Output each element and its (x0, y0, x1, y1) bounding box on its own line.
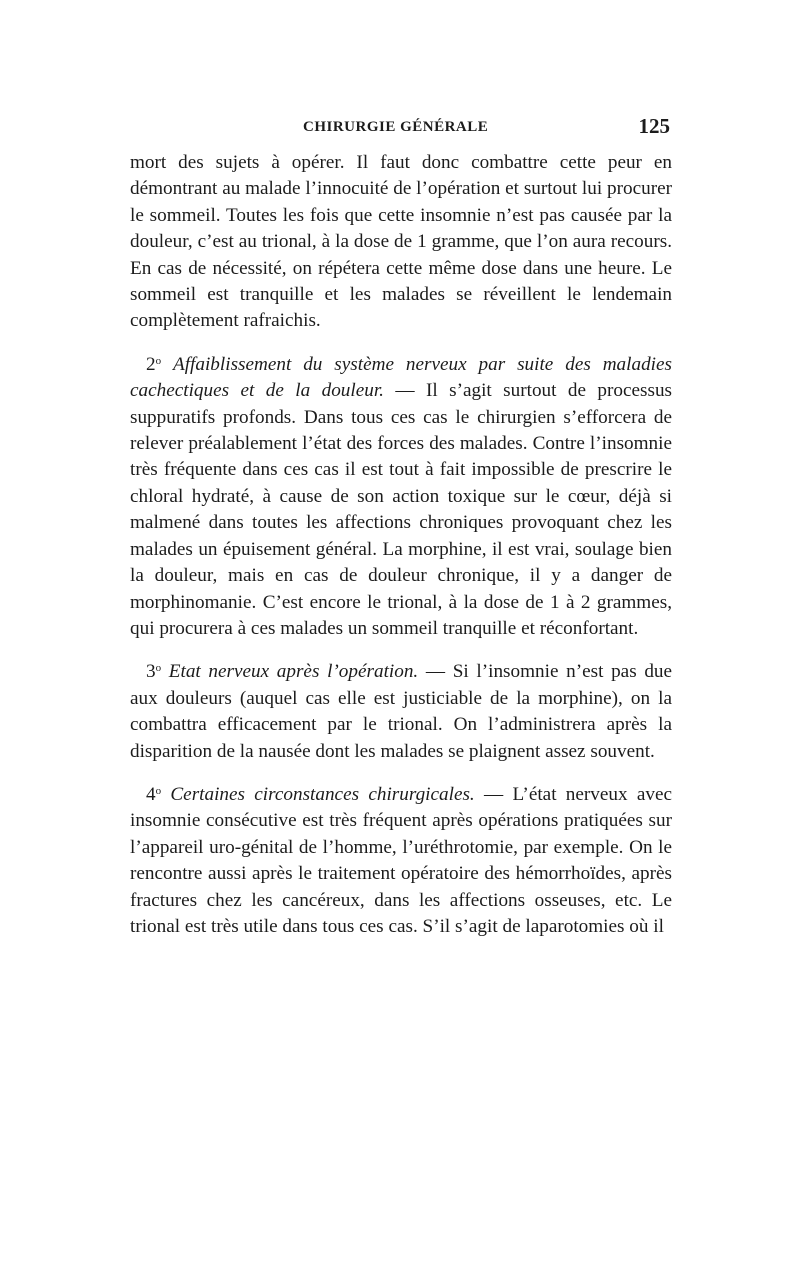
section-4-paragraph (130, 782, 672, 940)
section-text: — Si l’insomnie n’est pas due aux douleurs (auquel cas elle est justiciable de la morphine), on la combattra efficacement par le trional. On l’administrera après la disparition de la nausée dont les malades se plaignent assez souvent. (130, 661, 673, 762)
intro-paragraph: mort des sujets à opérer. Il faut donc combattre cette peur en démontrant au malade l’innocuité de l’opération et surtout lui procurer le sommeil. Toutes les fois que cette insomnie n’est pas causée par la douleur, c’est au trional, à la dose de 1 gramme, que l’on aura recours. En cas de nécessité, on répétera cette même dose dans une heure. Le sommeil est tranquille et les malades se réveillent le lendemain complètement rafraichis. (130, 152, 672, 332)
section-number: 4$^o$ (146, 783, 162, 805)
section-text: — L’état nerveux avec insomnie consécutive est très fréquent après opérations pratiquées sur l’appareil uro-génital de l’homme, l’uréthrotomie, par exemple. On le rencontre aussi après le traitement opératoire des hémorrhoïdes, après fractures chez les cancéreux, dans les affections osseuses, etc. Le trional est très utile dans tous ces cas. S’il s’agit de laparotomies où il (130, 783, 673, 937)
section-number: 2$^o$ (146, 353, 162, 375)
section-text: — Il s’agit surtout de processus suppuratifs profonds. Dans tous ces cas le chirurgien s’efforcera de relever préalablement l’état des forces des malades. Contre l’insomnie très fréquente dans ces cas il est tout à fait impossible de prescrire le chloral hydraté, à cause de son action toxique sur le cœur, déjà si malmené dans toutes les affections chroniques provoquant chez les malades un épuisement général. La morphine, il est vrai, soulage bien la douleur, mais en cas de douleur chronique, il y a danger de morphinomanie. C’est encore le trional, à la dose de 1 à 2 grammes, qui procurera à ces malades un sommeil tranquille et réconfortant. (130, 380, 673, 639)
section-3-paragraph (130, 659, 672, 765)
running-head (130, 114, 670, 144)
section-heading: Etat nerveux après l’opération. (168, 661, 419, 683)
section-number: 3$^o$ (146, 661, 162, 683)
running-title: CHIRURGIE GÉNÉRALE (303, 119, 489, 135)
page-number: 125 (638, 114, 670, 138)
body-text (130, 150, 672, 940)
section-heading: Certaines circonstances chirurgicales. (170, 783, 475, 805)
section-2-paragraph (130, 352, 672, 642)
section-heading: Affaiblissement du système nerveux par suite des maladies cachectiques et de la douleur. (130, 353, 672, 402)
